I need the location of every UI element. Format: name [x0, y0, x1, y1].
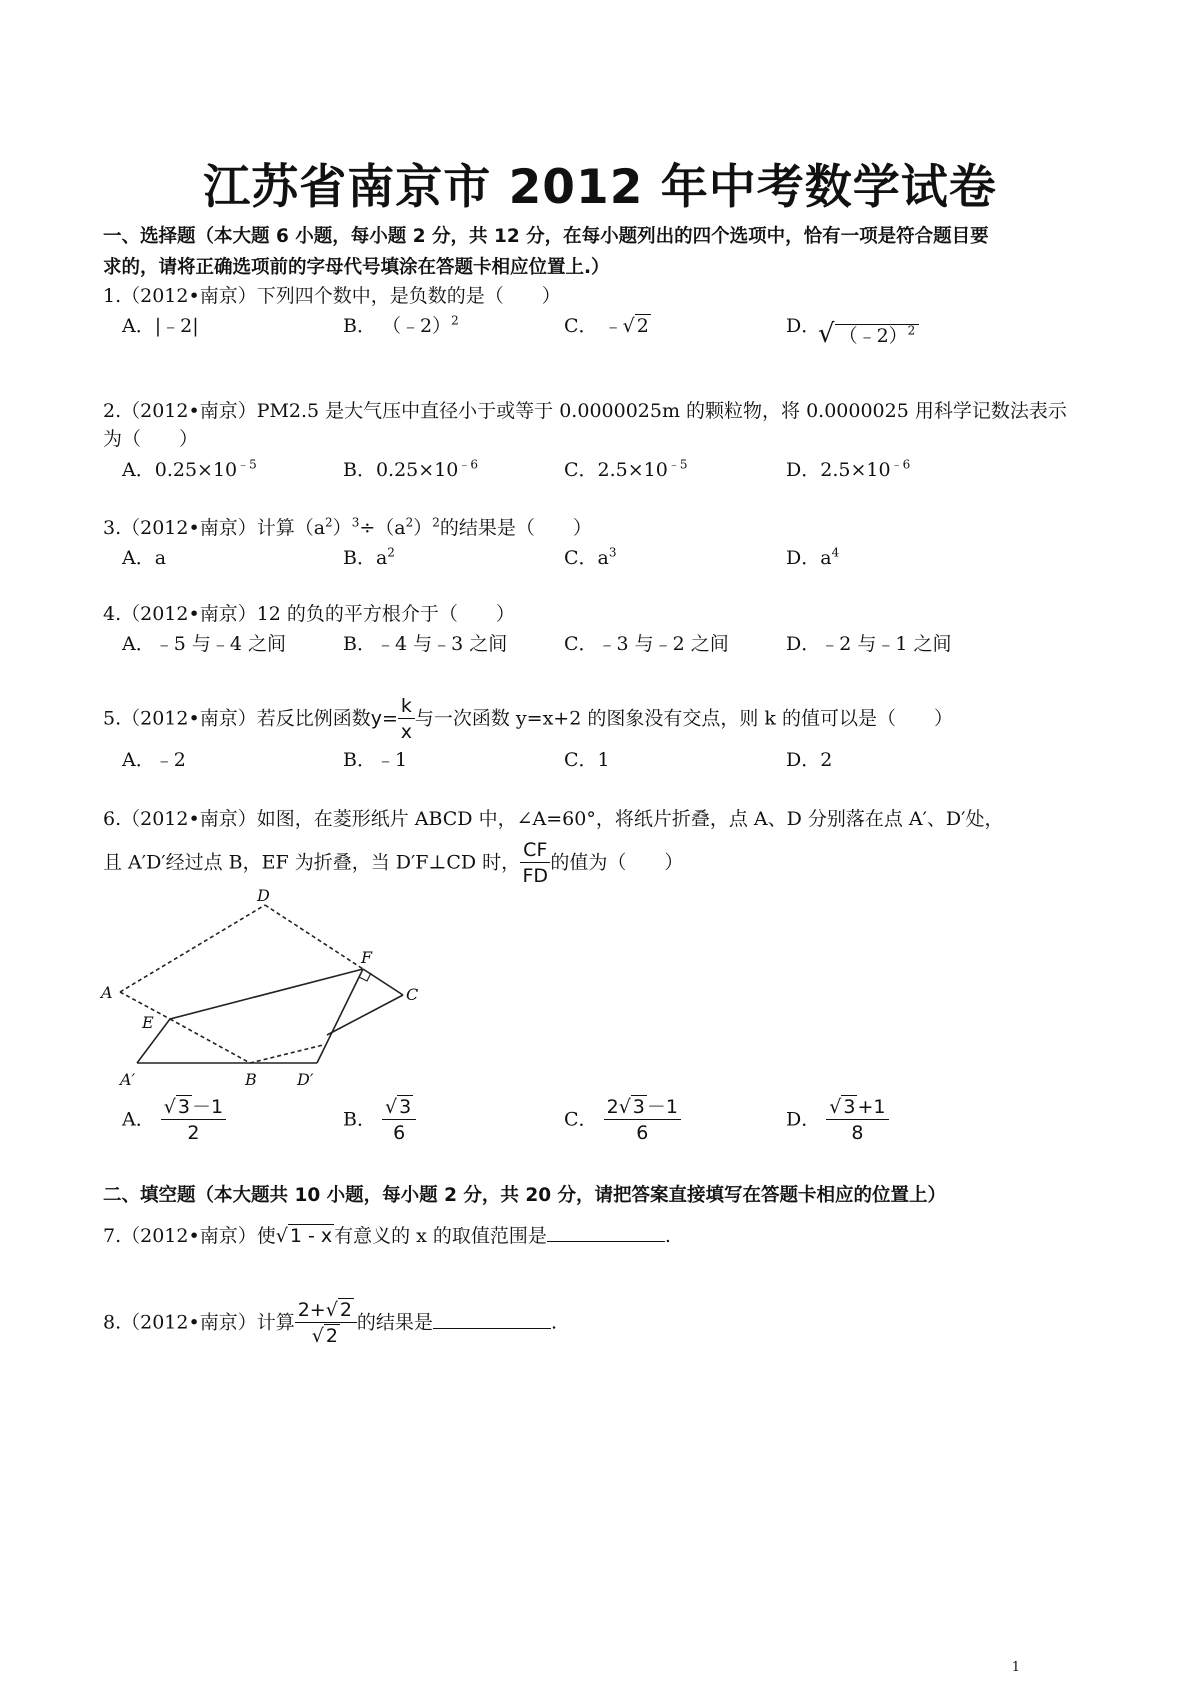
q4-option-c: C．﹣3 与﹣2 之间 [564, 633, 729, 655]
q6-option-a: A． $\frac{√ 3 -1}{2}$ [122, 1095, 226, 1146]
q2-option-b: B．$0.25\times 10^{﹣6}$ [343, 457, 479, 481]
q4-stem: 4.（2012•南京）12 的负的平方根介于（ ） [103, 603, 515, 625]
q3-option-b: B．$a^2$ [343, 545, 395, 569]
q3-option-c: C．$a^3$ [564, 545, 617, 569]
q5-option-d: D．2 [786, 749, 833, 771]
rhombus-fold-figure [95, 885, 435, 1095]
q4-option-a: A．﹣5 与﹣4 之间 [122, 633, 286, 655]
q1-option-d: D． [786, 315, 821, 337]
q1-option-d-radical: √ （﹣2）$^2$ [818, 322, 919, 349]
q1-option-a: A．|﹣2| [122, 315, 199, 337]
q6-stem-line2: 且 A′D′经过点 B，EF 为折叠，当 D′F⊥CD 时， $\frac{CF}{FD}$ 的值为（ ） [103, 839, 684, 887]
q4-option-b: B．﹣4 与﹣3 之间 [343, 633, 508, 655]
q5-option-c: C．1 [564, 749, 610, 771]
q8-answer-blank[interactable] [433, 1310, 551, 1329]
q8-stem: 8.（2012•南京）计算 $\frac{2+√ 2}{√ 2}$ 的结果是 . [103, 1299, 557, 1347]
q3-option-d: D．$a^4$ [786, 545, 840, 569]
q2-option-c: C．$2.5\times 10^{﹣5}$ [564, 457, 688, 481]
label-a: A [101, 983, 113, 1002]
q2-option-d: D．$2.5\times 10^{﹣6}$ [786, 457, 911, 481]
line-fc [363, 969, 403, 995]
q2-stem-line1: 2.（2012•南京）PM2.5 是大气压中直径小于或等于 0.0000025m 的颗粒物，将 0.0000025 用科学记数法表示 [103, 400, 1067, 422]
q6-fraction: $\frac{CF}{FD}$ [520, 838, 550, 889]
page-title: 江苏省南京市 2012 年中考数学试卷 [203, 160, 997, 215]
q6-stem-line1: 6.（2012•南京）如图，在菱形纸片 ABCD 中，∠A=60°，将纸片折叠，点 A、D 分别落在点 A′、D′处， [103, 808, 1004, 830]
line-ef [170, 969, 363, 1019]
q2-option-a: A．$0.25\times 10^{﹣5}$ [122, 457, 257, 481]
q8-fraction: $\frac{2+√ 2}{√ 2}$ [295, 1298, 357, 1349]
section1-header-line2: 求的，请将正确选项前的字母代号填涂在答题卡相应位置上.） [103, 257, 610, 278]
q2-stem-line2: 为（ ） [103, 428, 199, 450]
q5-stem: 5.（2012•南京）若反比例函数y= $\frac{k}{x}$ 与一次函数 y=x+2 的图象没有交点，则 k 的值可以是（ ） [103, 695, 953, 743]
q1-stem: 1.（2012•南京）下列四个数中，是负数的是（ ） [103, 285, 561, 307]
q6-option-b: B． $\frac{√ 3}{6}$ [343, 1095, 416, 1146]
label-d-prime: D′ [297, 1070, 314, 1089]
q1-option-b: B． （﹣2）$^2$ [343, 313, 459, 337]
q5-option-b: B．﹣1 [343, 749, 408, 771]
q6-option-d: D． $\frac{√ 3 +1}{8}$ [786, 1095, 889, 1146]
q5-option-a: A．﹣2 [122, 749, 186, 771]
label-f: F [361, 948, 373, 967]
q7-answer-blank[interactable] [547, 1223, 665, 1242]
line-eb [170, 1019, 250, 1063]
label-e: E [142, 1013, 154, 1032]
label-d: D [257, 886, 270, 905]
q3-option-a: A．a [122, 547, 167, 569]
section1-header-line1: 一、选择题（本大题 6 小题，每小题 2 分，共 12 分，在每小题列出的四个选项中，恰有一项是符合题目要 [103, 226, 989, 247]
line-cb [327, 995, 403, 1035]
q3-stem: 3.（2012•南京）计算$(a^2)^3\div(a^2)^2$的结果是（ ） [103, 515, 592, 539]
q5-fraction: $\frac{k}{x}$ [398, 694, 415, 745]
line-ad [120, 905, 265, 992]
label-c: C [406, 985, 419, 1004]
q6-option-c: C． $\frac{2√ 3 -1}{6}$ [564, 1095, 681, 1146]
q1-option-c: C． ﹣√ 2 [564, 315, 649, 337]
line-fd-prime [317, 969, 363, 1063]
line-bd-prime [250, 1045, 323, 1063]
label-b: B [245, 1070, 257, 1089]
q4-option-d: D．﹣2 与﹣1 之间 [786, 633, 952, 655]
page-number: 1 [1011, 1660, 1020, 1675]
section2-header: 二、填空题（本大题共 10 小题，每小题 2 分，共 20 分，请把答案直接填写在答题卡相应的位置上） [103, 1185, 947, 1206]
q7-stem: 7.（2012•南京）使√ 1 - x 有意义的 x 的取值范围是 . [103, 1225, 671, 1247]
line-df [265, 905, 363, 969]
label-a-prime: A′ [120, 1070, 136, 1089]
